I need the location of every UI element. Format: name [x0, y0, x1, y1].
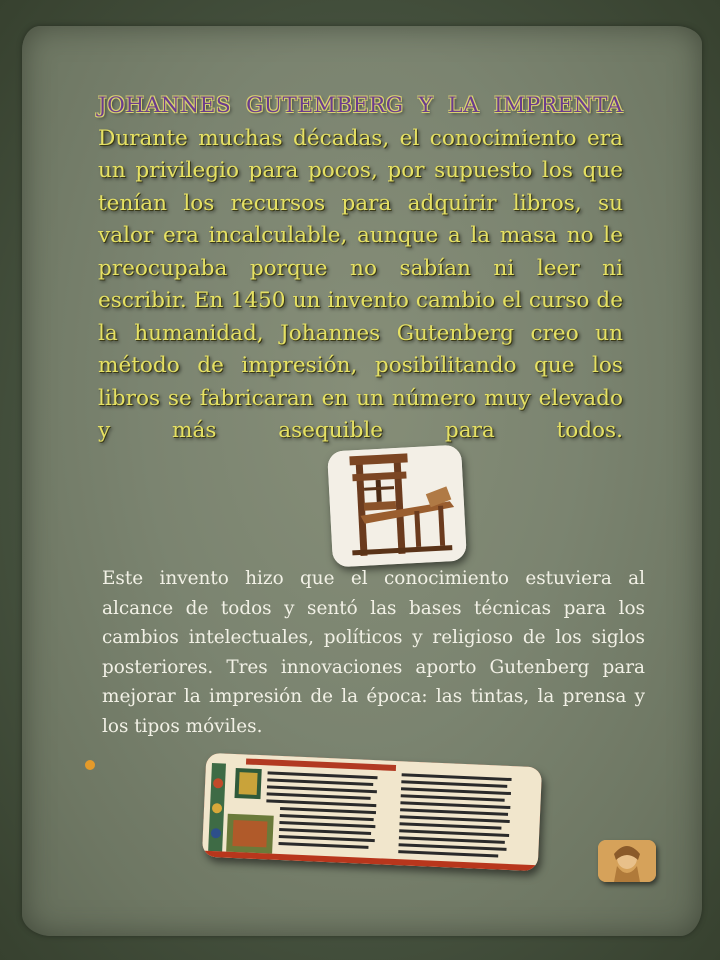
- printing-press-illustration: [327, 445, 467, 568]
- manuscript-image: [202, 753, 542, 872]
- intro-paragraph: Durante muchas décadas, el conocimiento era un privilegio para pocos, por supuesto los que tenían los recursos para adquirir libros, su valor era incalculable, aunque a la masa no le preocupaba porque no sabían ni leer ni escribir. En 1450 un invento cambio el curso de la humanidad, Johannes Gutenberg creo un método de impresión, posibilitando que los libros se fabricaran en un número muy elevado y más asequible para todos.: [98, 125, 623, 443]
- body-paragraph-block: [102, 564, 645, 741]
- page-title: JOHANNES GUTEMBERG Y LA IMPRENTA: [98, 93, 623, 118]
- printing-press-image: [327, 445, 467, 568]
- body-paragraph: Este invento hizo que el conocimiento estuviera al alcance de todos y sentó las bases técnicas para los cambios intelectuales, políticos y religioso de los siglos posteriores. Tres innovaciones aporto Gutenberg para mejorar la impresión de la época: las tintas, la prensa y los tipos móviles.: [102, 568, 645, 737]
- portrait-image: [598, 840, 656, 882]
- manuscript-illustration: [202, 753, 542, 872]
- portrait-illustration: [598, 840, 656, 882]
- intro-block: [98, 90, 623, 448]
- bullet-dot: [85, 760, 95, 770]
